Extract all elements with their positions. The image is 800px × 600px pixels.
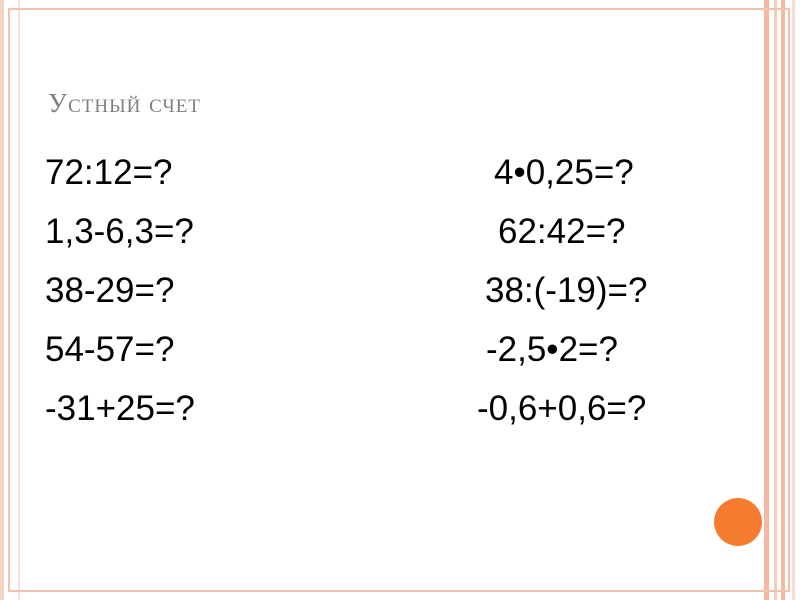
- exercise-item: -31+25=?: [45, 389, 195, 428]
- orange-circle-decoration: [714, 498, 762, 546]
- exercise-item: 38-29=?: [45, 271, 175, 310]
- exercise-item: 4•0,25=?: [494, 153, 634, 192]
- right-border-stripe: [792, 0, 795, 600]
- exercise-item: 72:12=?: [45, 153, 173, 192]
- slide-title: Устный счет: [48, 88, 201, 118]
- exercise-item: 1,3-6,3=?: [45, 212, 194, 251]
- exercise-item: -0,6+0,6=?: [477, 389, 647, 428]
- exercise-item: -2,5•2=?: [486, 330, 618, 369]
- right-exercise-column: [475, 148, 647, 443]
- exercise-item: 62:42=?: [498, 212, 626, 251]
- exercise-item: 54-57=?: [45, 330, 175, 369]
- left-border-stripe: [0, 0, 4, 600]
- exercise-item: 38:(-19)=?: [485, 271, 648, 310]
- left-exercise-column: [45, 148, 195, 443]
